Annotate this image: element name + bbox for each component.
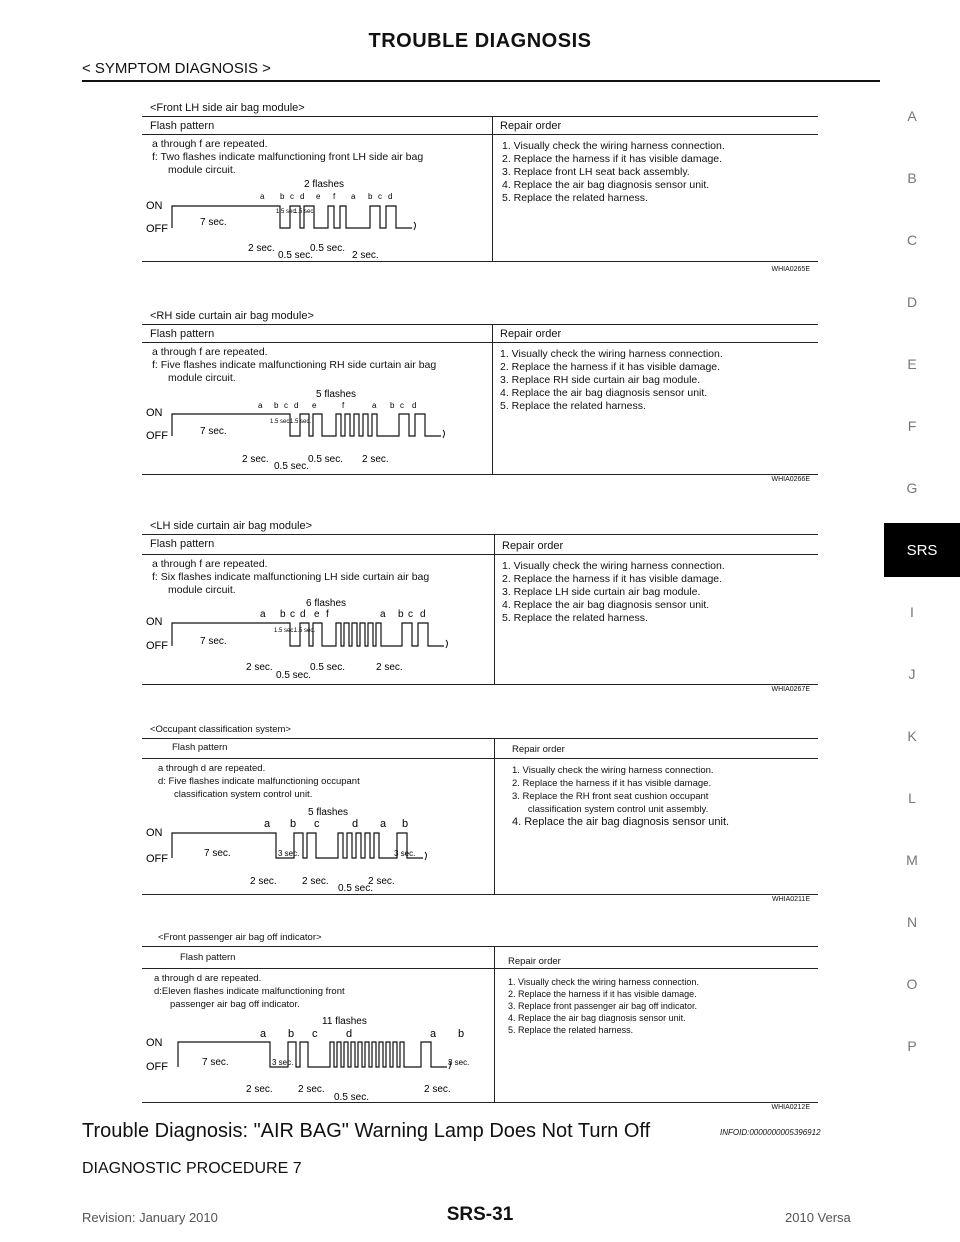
repair-step: 3. Replace front LH seat back assembly. [502, 166, 690, 178]
time-2sec: 2 sec. [246, 1084, 273, 1095]
condition-line-3: module circuit. [168, 584, 236, 596]
waveform-continuation-mark [414, 222, 416, 230]
time-7sec: 7 sec. [200, 426, 227, 437]
time-2sec: 2 sec. [248, 243, 275, 254]
figure-id: WHIA0212E [771, 1104, 810, 1111]
condition-line-3: classification system control unit. [174, 789, 313, 800]
letter: c [400, 401, 404, 410]
diagnostic-procedure-title: DIAGNOSTIC PROCEDURE 7 [82, 1160, 302, 1177]
label-off: OFF [146, 853, 168, 865]
side-index-p[interactable]: P [907, 1038, 917, 1054]
flash-waveform [142, 306, 492, 474]
label-off: OFF [146, 640, 168, 652]
side-index-e[interactable]: E [907, 356, 917, 372]
side-index-i[interactable]: I [910, 604, 914, 620]
condition-line-1: a through f are repeated. [152, 346, 268, 358]
letter: f [333, 192, 336, 201]
label-on: ON [146, 616, 163, 628]
label-on: ON [146, 1037, 163, 1049]
flash-count: 5 flashes [316, 389, 357, 400]
letter: a [258, 401, 263, 410]
time-2sec: 2 sec. [242, 454, 269, 465]
waveform-continuation-mark [425, 852, 427, 860]
time-1-5sec: 1.5 sec. [276, 209, 298, 215]
letter: a [260, 1028, 267, 1040]
time-7sec: 7 sec. [204, 848, 231, 859]
time-7sec: 7 sec. [200, 636, 227, 647]
repair-step: 5. Replace the related harness. [502, 192, 648, 204]
column-divider [492, 116, 493, 261]
repair-step: 4. Replace the air bag diagnosis sensor unit. [500, 387, 708, 399]
time-2sec: 2 sec. [302, 876, 329, 887]
condition-line-2: f: Six flashes indicate malfunctioning LH side curtain air bag [152, 571, 430, 583]
time-1-5sec: 1.5 sec. [294, 628, 316, 634]
letter: a [351, 192, 356, 201]
label-on: ON [146, 200, 163, 212]
time-0-5sec: 0.5 sec. [338, 883, 374, 894]
footer-model: 2010 Versa [785, 1210, 851, 1225]
condition-line-1: a through d are repeated. [154, 973, 262, 984]
col-flash-pattern: Flash pattern [150, 328, 215, 340]
figure-id: WHIA0266E [771, 476, 810, 483]
col-repair-order: Repair order [500, 120, 562, 132]
condition-line-2: f: Two flashes indicate malfunctioning front LH side air bag [152, 151, 424, 163]
flash-count: 6 flashes [306, 598, 347, 609]
flash-waveform [142, 930, 494, 1102]
repair-step: 4. Replace the air bag diagnosis sensor unit. [508, 1013, 686, 1023]
letter: f [342, 401, 345, 410]
flash-waveform [142, 722, 494, 894]
time-0-5sec: 0.5 sec. [308, 454, 344, 465]
side-tab-srs[interactable]: SRS [884, 523, 960, 577]
segment-letters [258, 401, 416, 410]
letter: a [380, 609, 386, 620]
condition-line-3: module circuit. [168, 164, 236, 176]
column-divider [492, 324, 493, 474]
figure-id: WHIA0265E [771, 266, 810, 273]
panel-title: <Front LH side air bag module> [150, 102, 305, 114]
letter: d [352, 818, 359, 830]
side-index-l[interactable]: L [908, 790, 916, 806]
letter: c [314, 818, 320, 830]
col-repair-order: Repair order [508, 956, 561, 967]
col-repair-order: Repair order [512, 744, 565, 755]
flash-waveform [142, 98, 492, 261]
letter: a [260, 609, 266, 620]
waveform-continuation-mark [446, 640, 448, 648]
condition-line-3: passenger air bag off indicator. [170, 999, 300, 1010]
letter: b [280, 609, 286, 620]
letter: b [368, 192, 373, 201]
side-index-b[interactable]: B [907, 170, 917, 186]
time-1-5sec: 1.5 sec. [274, 628, 296, 634]
flash-waveform [142, 516, 494, 684]
time-2sec: 2 sec. [376, 662, 403, 673]
side-index-n[interactable]: N [906, 914, 918, 930]
repair-step: 1. Visually check the wiring harness connection. [508, 977, 699, 987]
letter: e [312, 401, 317, 410]
repair-step: 4. Replace the air bag diagnosis sensor unit. [502, 599, 710, 611]
letter: b [290, 818, 297, 830]
time-0-5sec: 0.5 sec. [276, 670, 312, 681]
time-2sec: 2 sec. [250, 876, 277, 887]
letter: d [388, 192, 393, 201]
flash-count: 2 flashes [304, 179, 345, 190]
side-index-a[interactable]: A [907, 108, 917, 124]
col-repair-order: Repair order [502, 540, 564, 552]
label-off: OFF [146, 223, 168, 235]
letter: c [312, 1028, 318, 1040]
repair-step: 5. Replace the related harness. [500, 400, 646, 412]
repair-step: 3. Replace front passenger air bag off indicator. [508, 1001, 697, 1011]
time-2sec: 2 sec. [298, 1084, 325, 1095]
repair-step: 2. Replace the harness if it has visible damage. [500, 361, 721, 373]
time-2sec: 2 sec. [368, 876, 395, 887]
condition-line-2: d: Five flashes indicate malfunctioning occupant [158, 776, 360, 787]
letter: b [398, 609, 404, 620]
repair-step: 5. Replace the related harness. [508, 1025, 634, 1035]
segment-letters [264, 818, 408, 830]
time-1-5sec: 1.5 sec. [294, 209, 316, 215]
column-divider [494, 738, 495, 894]
section-heading: Trouble Diagnosis: "AIR BAG" Warning Lamp Does Not Turn Off [82, 1120, 651, 1142]
page-title: TROUBLE DIAGNOSIS [368, 30, 592, 52]
time-2sec: 2 sec. [246, 662, 273, 673]
panel-title: <Front passenger air bag off indicator> [158, 932, 322, 943]
letter: b [274, 401, 279, 410]
letter: c [408, 609, 413, 620]
condition-line-3: module circuit. [168, 372, 236, 384]
condition-line-2: f: Five flashes indicate malfunctioning RH side curtain air bag [152, 359, 437, 371]
time-7sec: 7 sec. [202, 1057, 229, 1068]
panel-occupant-classification [142, 722, 818, 902]
repair-step: 4. Replace the air bag diagnosis sensor unit. [502, 179, 710, 191]
time-2sec: 2 sec. [352, 250, 379, 261]
time-2sec: 2 sec. [362, 454, 389, 465]
time-3sec: 3 sec. [278, 849, 300, 858]
letter: b [402, 818, 409, 830]
letter: c [290, 192, 294, 201]
side-index-g[interactable]: G [906, 480, 918, 496]
rule [142, 894, 818, 895]
panel-title: <LH side curtain air bag module> [150, 520, 313, 532]
condition-line-1: a through f are repeated. [152, 138, 268, 150]
col-flash-pattern: Flash pattern [150, 120, 215, 132]
condition-line-2: d:Eleven flashes indicate malfunctioning front [154, 986, 345, 997]
letter: d [412, 401, 417, 410]
repair-step: 1. Visually check the wiring harness connection. [500, 348, 723, 360]
waveform-continuation-mark [443, 430, 445, 438]
letter: a [260, 192, 265, 201]
repair-step: 1. Visually check the wiring harness connection. [502, 140, 725, 152]
condition-line-1: a through f are repeated. [152, 558, 268, 570]
repair-step: 2. Replace the harness if it has visible damage. [502, 153, 723, 165]
segment-letters [260, 609, 426, 620]
footer-page-number: SRS-31 [446, 1204, 514, 1225]
side-index-k[interactable]: K [907, 728, 917, 744]
repair-step: classification system control unit assembly. [512, 804, 709, 815]
letter: c [290, 609, 295, 620]
side-index-o[interactable]: O [906, 976, 918, 992]
panel-front-lh-side [142, 98, 818, 276]
letter: a [380, 818, 387, 830]
column-divider [494, 946, 495, 1102]
panel-title: <RH side curtain air bag module> [150, 310, 314, 322]
figure-id: WHIA0211E [772, 896, 810, 903]
repair-steps [502, 560, 725, 625]
letter: b [390, 401, 395, 410]
repair-step: 2. Replace the harness if it has visible damage. [508, 989, 697, 999]
repair-step: 3. Replace the RH front seat cushion occupant [512, 791, 709, 802]
time-0-5sec: 0.5 sec. [310, 662, 346, 673]
repair-step: 2. Replace the harness if it has visible damage. [502, 573, 723, 585]
repair-steps [512, 764, 729, 829]
repair-steps [500, 348, 723, 413]
letter: d [294, 401, 299, 410]
col-flash-pattern: Flash pattern [150, 538, 215, 550]
letter: a [372, 401, 377, 410]
time-3sec: 3 sec. [272, 1058, 294, 1067]
letter: d [300, 609, 306, 620]
repair-step: 5. Replace the related harness. [502, 612, 648, 624]
time-3sec: 3 sec. [394, 849, 416, 858]
letter: e [316, 192, 321, 201]
letter: f [326, 609, 329, 620]
panel-title: <Occupant classification system> [150, 724, 291, 735]
rule [142, 261, 818, 262]
repair-step: 2. Replace the harness if it has visible damage. [512, 778, 712, 789]
repair-step: 3. Replace LH side curtain air bag module. [502, 586, 701, 598]
info-id: INFOID:0000000005396912 [720, 1128, 821, 1137]
panel-front-passenger-indicator [142, 930, 818, 1110]
repair-step: 1. Visually check the wiring harness connection. [502, 560, 725, 572]
time-2sec: 2 sec. [424, 1084, 451, 1095]
letter: d [346, 1028, 353, 1040]
repair-steps [508, 976, 699, 1036]
time-0-5sec: 0.5 sec. [310, 243, 346, 254]
column-divider [494, 534, 495, 684]
letter: e [314, 609, 320, 620]
letter: b [280, 192, 285, 201]
letter: a [430, 1028, 437, 1040]
side-index-c[interactable]: C [906, 232, 918, 248]
panel-rh-side-curtain [142, 306, 818, 484]
condition-line-1: a through d are repeated. [158, 763, 266, 774]
rule [142, 474, 818, 475]
time-0-5sec: 0.5 sec. [334, 1092, 370, 1103]
time-7sec: 7 sec. [200, 217, 227, 228]
repair-steps [502, 140, 725, 205]
side-index-f[interactable]: F [907, 418, 917, 434]
col-flash-pattern: Flash pattern [180, 952, 236, 963]
col-flash-pattern: Flash pattern [172, 742, 228, 753]
segment-letters [260, 1028, 464, 1040]
time-1-5sec: 1.5 sec. [290, 419, 312, 425]
letter: b [458, 1028, 465, 1040]
letter: b [288, 1028, 295, 1040]
label-on: ON [146, 407, 163, 419]
time-0-5sec: 0.5 sec. [278, 250, 314, 261]
figure-id: WHIA0267E [771, 686, 810, 693]
rule [142, 1102, 818, 1103]
header-rule [82, 80, 880, 82]
label-off: OFF [146, 1061, 168, 1073]
time-3sec: 3 sec. [448, 1058, 470, 1067]
footer-revision: Revision: January 2010 [82, 1210, 218, 1225]
repair-step: 3. Replace RH side curtain air bag module. [500, 374, 701, 386]
repair-step: 1. Visually check the wiring harness connection. [512, 765, 714, 776]
side-index-d[interactable]: D [906, 294, 918, 310]
letter: d [300, 192, 305, 201]
col-repair-order: Repair order [500, 328, 562, 340]
letter: c [378, 192, 382, 201]
flash-count: 5 flashes [308, 807, 349, 818]
time-1-5sec: 1.5 sec. [270, 419, 292, 425]
side-index-m[interactable]: M [906, 852, 918, 868]
label-off: OFF [146, 430, 168, 442]
segment-letters [260, 192, 392, 201]
flash-count: 11 flashes [322, 1016, 367, 1027]
side-index-j[interactable]: J [908, 666, 916, 682]
label-on: ON [146, 827, 163, 839]
section-subtitle: < SYMPTOM DIAGNOSIS > [82, 60, 271, 77]
letter: d [420, 609, 426, 620]
letter: c [284, 401, 288, 410]
time-0-5sec: 0.5 sec. [274, 461, 310, 472]
repair-step: 4. Replace the air bag diagnosis sensor unit. [512, 816, 730, 828]
rule [142, 684, 818, 685]
letter: a [264, 818, 271, 830]
panel-lh-side-curtain [142, 516, 818, 694]
